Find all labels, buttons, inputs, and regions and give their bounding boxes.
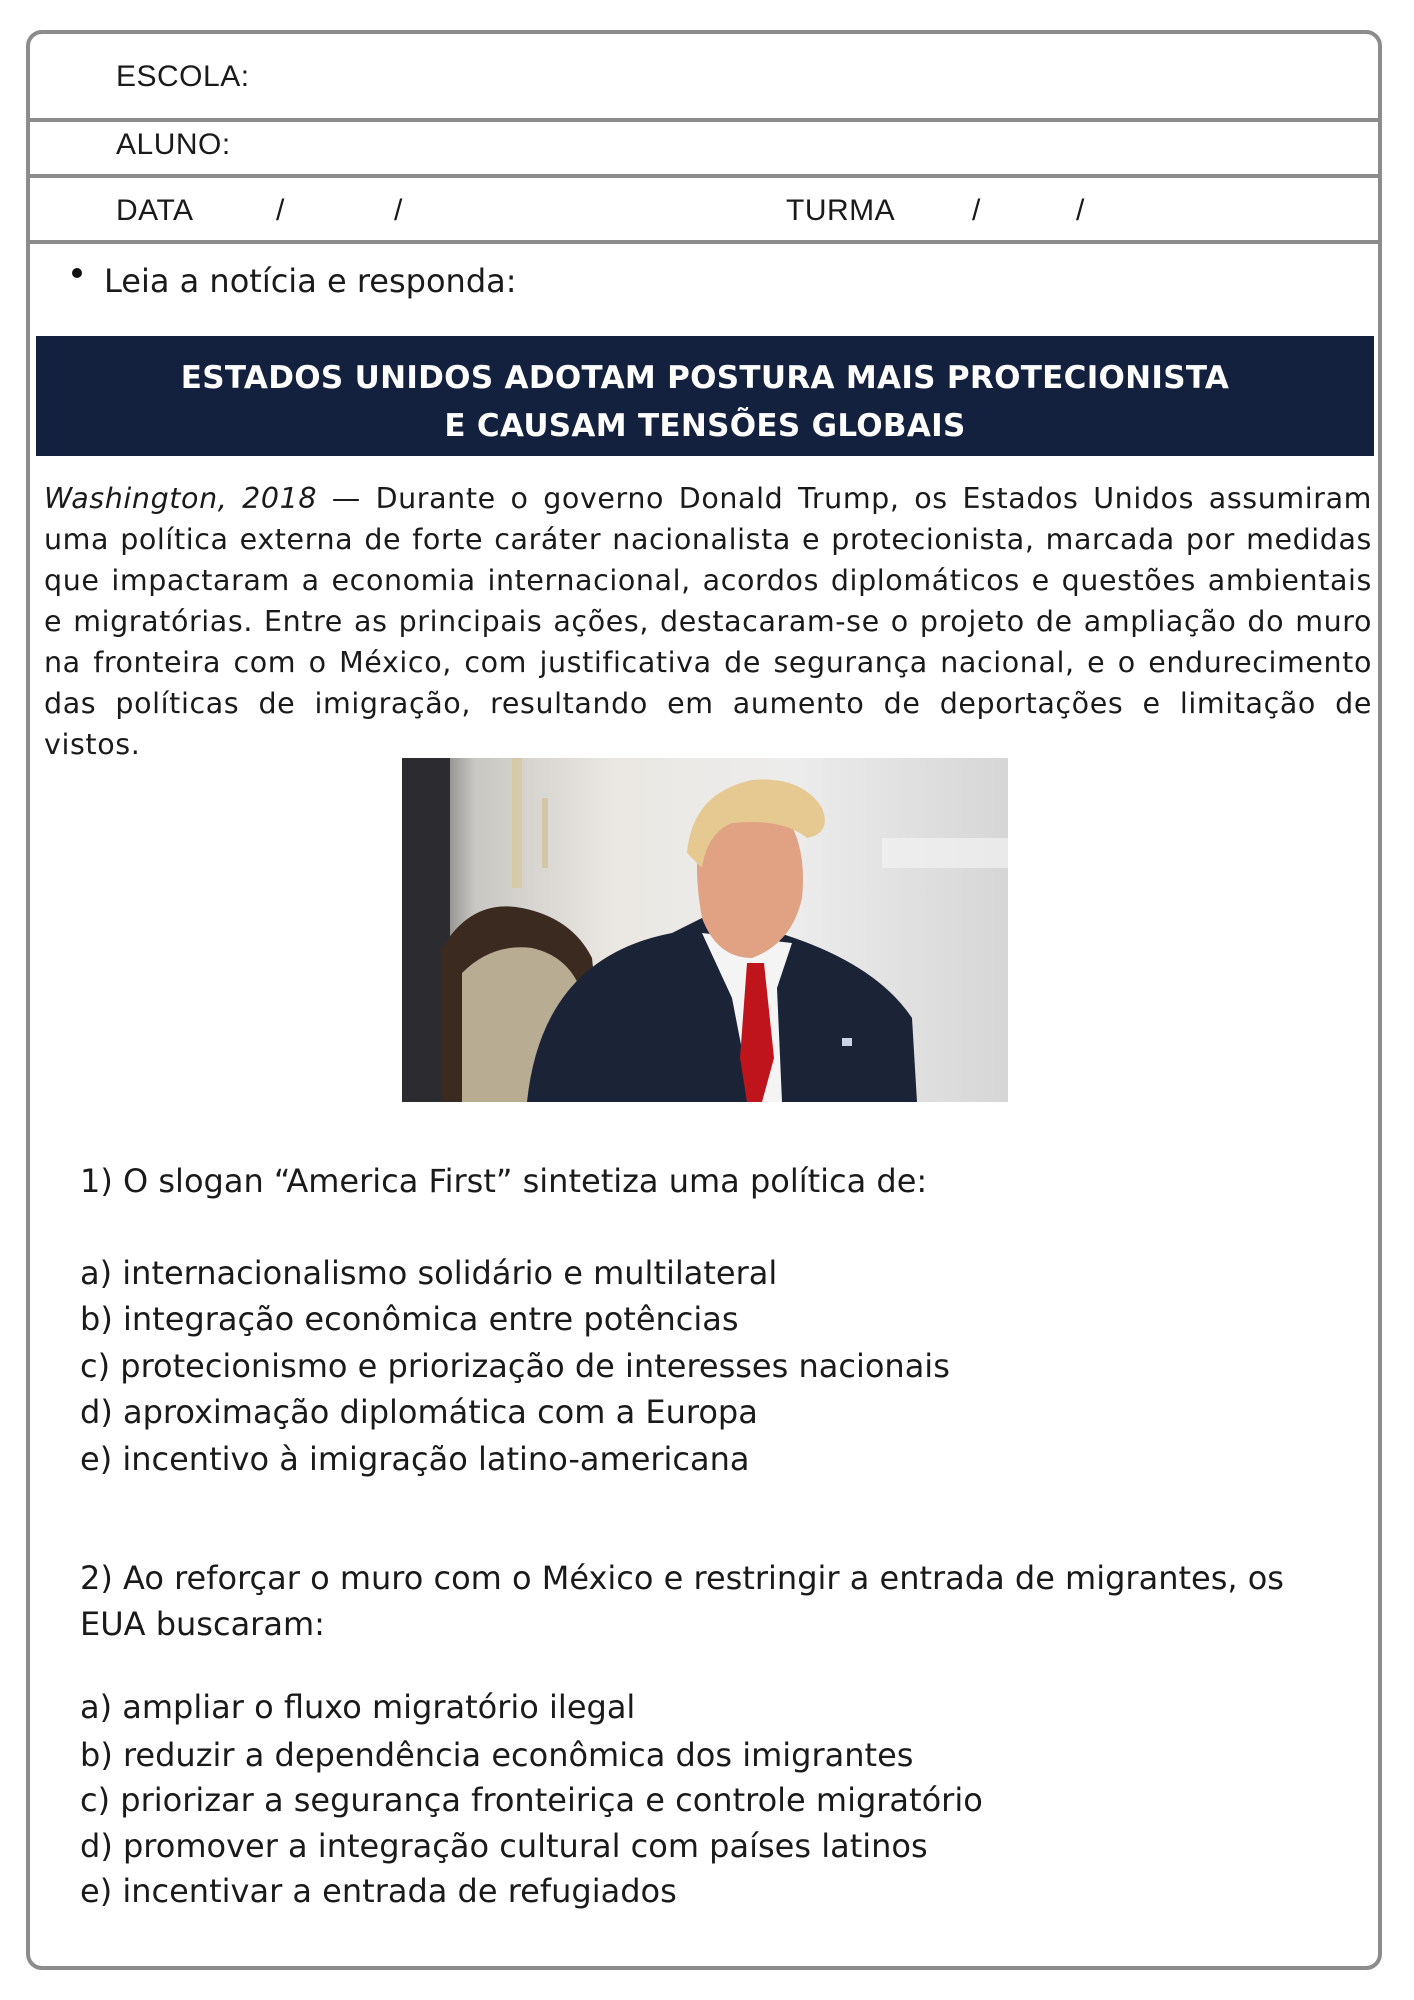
instruction — [72, 262, 517, 300]
question-2-option-c[interactable]: c) priorizar a segurança fronteiriça e controle migratório — [80, 1781, 983, 1819]
class-label: TURMA — [786, 194, 896, 227]
student-row[interactable] — [30, 126, 1382, 178]
headline-line-2: E CAUSAM TENSÕES GLOBAIS — [444, 408, 966, 444]
portrait-illustration — [402, 758, 1008, 1102]
question-2-option-d[interactable]: d) promover a integração cultural com países latinos — [80, 1827, 928, 1865]
news-photo — [402, 758, 1008, 1102]
divider — [30, 240, 1382, 244]
instruction-text: Leia a notícia e responda: — [104, 262, 517, 300]
question-1-option-b[interactable]: b) integração econômica entre potências — [80, 1300, 739, 1338]
article-body: — Durante o governo Donald Trump, os Estados Unidos assumiram uma política externa de forte caráter nacionalista e protecionista, marcada por medidas que impactaram a economia internacional, acordos diplomáticos e questões ambientais e migratórias. Entre as principais ações, destacaram-se o projeto de ampliação do muro na fronteira com o México, com justificativa de segurança nacional, e o endurecimento das políticas de imigração, resultando em aumento de deportações e limitação de vistos. — [44, 482, 1373, 761]
question-1-option-c[interactable]: c) protecionismo e priorização de interesses nacionais — [80, 1347, 950, 1385]
article-dateline: Washington, 2018 — [44, 482, 318, 515]
question-2-option-b[interactable]: b) reduzir a dependência econômica dos imigrantes — [80, 1736, 914, 1774]
date-slash: / — [394, 194, 403, 227]
question-1-option-a[interactable]: a) internacionalismo solidário e multilateral — [80, 1254, 778, 1292]
class-slash: / — [972, 194, 981, 227]
question-1: 1) O slogan “America First” sintetiza uma política de: — [80, 1162, 928, 1200]
question-2-option-a[interactable]: a) ampliar o fluxo migratório ilegal — [80, 1688, 636, 1726]
bullet-icon — [72, 268, 82, 278]
date-class-row[interactable] — [30, 192, 1382, 244]
divider — [30, 118, 1382, 122]
question-1-option-d[interactable]: d) aproximação diplomática com a Europa — [80, 1393, 758, 1431]
question-2: 2) Ao reforçar o muro com o México e restringir a entrada de migrantes, os EUA buscaram: — [80, 1559, 1284, 1643]
school-row[interactable] — [30, 58, 1382, 110]
headline-line-1: ESTADOS UNIDOS ADOTAM POSTURA MAIS PROTECIONISTA — [180, 360, 1230, 396]
class-slash: / — [1076, 194, 1085, 227]
question-1-option-e[interactable]: e) incentivo à imigração latino-americana — [80, 1440, 750, 1478]
date-slash: / — [276, 194, 285, 227]
article-text — [44, 478, 1372, 765]
date-label: DATA — [116, 194, 194, 227]
question-2-option-e[interactable]: e) incentivar a entrada de refugiados — [80, 1872, 677, 1910]
school-label: ESCOLA: — [116, 60, 250, 93]
divider — [30, 174, 1382, 178]
headline-banner — [36, 336, 1374, 456]
student-label: ALUNO: — [116, 128, 231, 161]
